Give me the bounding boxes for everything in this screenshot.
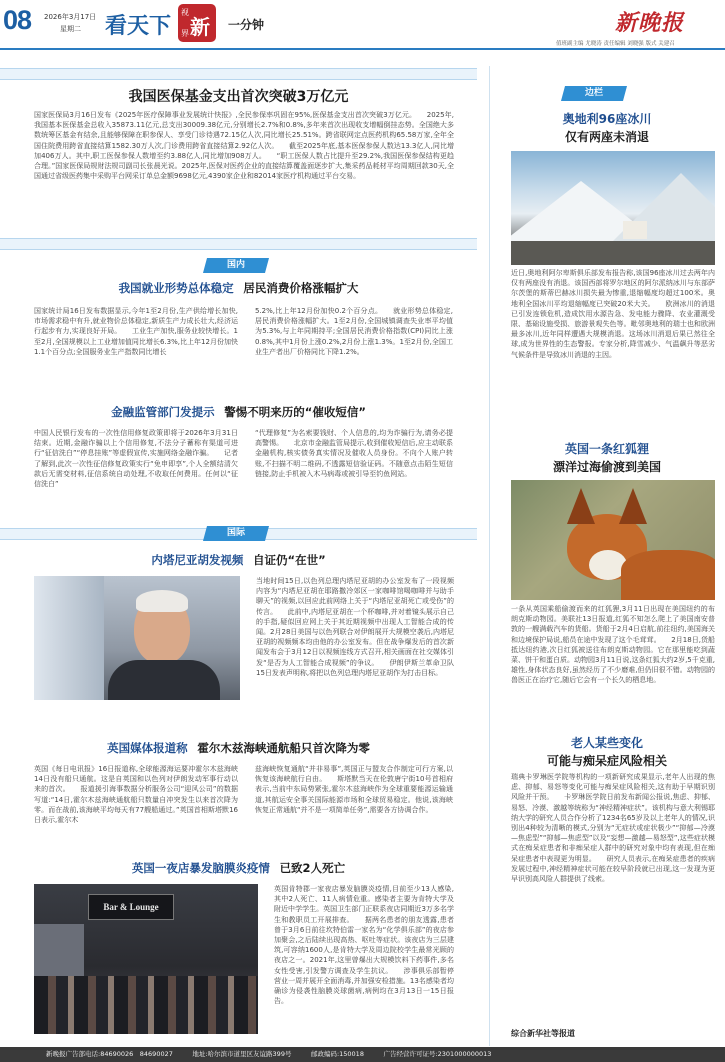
masthead-rule: [0, 48, 725, 50]
fox-photo: [511, 480, 715, 600]
edge-tag-label: 边栏: [584, 88, 603, 98]
issue-weekday: 星期二: [60, 25, 81, 33]
issue-date: 2026年3月17日: [44, 13, 97, 21]
section-seal: [178, 4, 216, 42]
editor-credits: 值班副主编 尤晓涛 责任编辑 刘晓强 版式 关建召: [556, 41, 675, 47]
fox-ear-right: [619, 488, 647, 524]
uk-media-title-left: 英国媒体报道称: [107, 741, 188, 755]
footer-text: 新晚报广告部电话:84690026 84690027 地址:哈尔滨市道里区友谊路399号 邮政编码:150018 广告经营许可证号:2301000000013: [46, 1050, 492, 1058]
fox-ear-left: [567, 488, 595, 524]
edge-body: 近日,奥地利阿尔卑斯俱乐部发布报告称,该国96座冰川过去两年内仅有两座没有消退。该国西部将罗尔地区的阿尔派纳冰川与东部萨尔茨堡的斯蒂巴赫冰川损失最为惨重,退缩幅度均超过100米。奥地利全国冰川平均退缩幅度已突破20米大关。 欧洲冰川的消退已引发连锁危机,造成饮用水源告急、发电能力骤降、农业灌溉受限、基础设施受损、旅游景观失色等。毗邻奥地利的瑞士也和欧洲最多冰川,近年同样遭遇大规模消退。这场冰川消退后果已然往全球,成为世界性的生态警报。专家分析,降雪减少、气温飙升等恶劣气候条件是导致冰川消退的主因。: [511, 269, 715, 359]
elderly-title-line2: 可能与痴呆症风险相关: [546, 754, 667, 768]
domestic-headline: [0, 280, 477, 296]
lead-title: 我国医保基金支出首次突破3万亿元: [128, 89, 349, 105]
bar-title-right: 已致2人死亡: [279, 861, 346, 875]
intl-headline: [0, 552, 477, 568]
section-subtitle: 一分钟: [228, 18, 265, 32]
bar-body: 英国肯特郡一家夜店暴发脑膜炎疫情,目前至少13人感染,其中2人死亡、11人病情危重。感染者主要为肯特大学及附近中学学生。英国卫生部门正联系夜店同期近3万多名学生和教职员工开展排查。 据两名患者的朋友透露,患者曾于3月6日前往坎特伯雷一家名为“化学俱乐部”的夜店参加聚会,之后陆续出现高热、呕吐等症状。该夜店为三层建筑,可容纳1600人,是肯特大学及周边院校学生最常光顾的夜店之一。2021年,这里曾爆出大规模饮料下药事件,多名女性受害,引发警方调查及学生抗议。 涉事俱乐部暂停营业一周并展开全面消毒,并加强安检措施。13名感染者均确诊为侵袭性脑膜炎球菌病,病例均在3月13日一15日报告。: [274, 885, 454, 1006]
photo-hair: [136, 590, 188, 612]
uk-media-headline: [0, 740, 477, 756]
section-title: 看天下: [105, 14, 172, 39]
nightclub-photo: [34, 884, 258, 1034]
seal-mid-char: 新: [190, 15, 210, 39]
fox-title-line1: 英国一条红狐狸: [564, 442, 649, 456]
club-window: [34, 924, 84, 984]
fox-body: [621, 550, 715, 600]
seal-bottom-char: 界: [181, 29, 189, 38]
domestic-col1: 国家统计局16日发布数据显示,今年1至2月份,生产供给增长加快,市场需求稳中有升,就业物价总体稳定,新质生产力成长壮大,经济运行起步有力,实现良好开局。 工业生产加快,服务业较快增长。1至2月,全国规模以上工业增加值同比增长6.3%,比上年12月份加快1.1个百分点;全国服务业生产指数同比增长: [34, 307, 238, 356]
domestic-title-left: 我国就业形势总体稳定: [118, 281, 234, 295]
lead-body: 国家医保局3月16日发布《2025年医疗保障事业发展统计快报》,全民参保率巩固在95%,医保基金支出首次突破3万亿元。 2025年,我国基本医保基金总收入35873.11亿元,总支出30009.38亿元,分别增长2.7%和0.8%,多年来首次出现收支增幅倒挂态势。全国绝大多数统筹区基金有结余,且能够保障在职参保人、享受门诊待遇72.15亿人次,同比增长25.51%。跨省联网定点医药机构65.58万家,全年全国住院费用跨省直接结算1582.30万人次,门诊费用跨省直接结算2.92亿人次。 截至2025年底,基本医保参保人数达13.3亿人,同比增加406万人。其中,职工医保参保人数增至约3.88亿人,同比增加908万人。 “职工医保人数占比提升至29.2%,我国医保参保结构更趋合理。”国家医保局规财法规司副司长张晨光说。2025年,医保对医药企业的直接结算覆盖面逐步扩大,集采药品耗材平均周期回款30天,全国通过省级医药集中采购平台网采订单总金额9698亿元,4390家企业和82014家医疗机构通过平台交易。: [34, 111, 454, 181]
edge-title-line2: 仅有两座未消退: [564, 130, 649, 144]
intl-body: 当地时间15日,以色列总理内塔尼亚胡的办公室发布了一段视频内容为“内塔尼亚胡在耶路撒冷郊区一家咖啡馆喝咖啡并与助手聊天”的视频,以回应此前网络上关于“内塔尼亚胡死亡或受伤”的传言。 此前中,内塔尼亚胡在一个杯咖啡,并对着镜头展示自己的手指,疑似回应网上关于其近期视频中出现人工智能合成的传闻。2月28日美国与以色列联合对伊朗展开大规模空袭后,内塔尼亚胡的视频频本均由他的办公室发布。但在战争爆发后的首次新闻发布会于3月12日以视频连线方式召开,相关画面在社交媒体引发“是否为人工智能合成视频”的争议。 伊朗伊斯兰革命卫队15日发表声明称,将把以色列总理内塔尼亚胡作为打击目标。: [256, 577, 454, 677]
domestic-tag: [203, 258, 269, 273]
hut: [623, 221, 647, 239]
finance-title-right: 警惕不明来历的“催收短信”: [224, 405, 366, 419]
intl-title-right: 自证仍“在世”: [253, 553, 326, 567]
intl-title-left: 内塔尼亚胡发视频: [151, 553, 244, 567]
masthead: [0, 0, 725, 46]
domestic-col2: 5.2%,比上年12月份加快0.2个百分点。 就业形势总体稳定,居民消费价格涨幅扩大。1至2月份,全国城镇调查失业率平均值为5.3%,与上年同期持平;全国居民消费价格指数(CPI)同比上涨0.8%,其中1月份上涨0.2%,2月份上涨1.3%。1至2月份,全国工业生产者出厂价格同比下降1.2%。: [255, 307, 453, 356]
finance-headline: [0, 404, 477, 420]
bar-title-left: 英国一夜店暴发脑膜炎疫情: [131, 861, 270, 875]
uk-media-col1: 英国《每日电讯报》16日报道称,全球能源海运要冲霍尔木兹海峡14日没有船只通航。这是自英国和以色列对伊朗发动军事行动以来的首次。 报道援引海事数据分析服务公司“迎风公司”的数据写道:“14日,霍尔木兹海峡通航船只数量自冲突发生以来首次降为零。而在战前,该海峡平均每天有77艘船通过。”英国首相斯塔默16日表示,霍尔木: [34, 765, 238, 825]
photo-window: [34, 576, 104, 700]
glacier-photo: [511, 151, 715, 265]
finance-col1: 中国人民银行发布的一次性信用修复政策即将于2026年3月31日结束。近期,金融诈骗以上个信用修复,不法分子蓄称有渠道可进行“征信洗白”“停息挂账”等虚假宣传,实施网络金融诈骗。 记者了解到,此次一次性征信修复政策实行“免申即享”,个人全额结清欠款后无需变材料,征信系统自动处理,不收取任何费用。任何以“征信洗白”: [34, 429, 238, 489]
bar-headline: [0, 860, 477, 876]
finance-col2: “代理修复”为名索要钱财、个人信息的,均为诈骗行为,请务必提高警惕。 北京市金融监管局提示,收到催收短信后,应主动联系金融机构,核实债务真实情况及催收人员身份。不向个人账户转账,不扫描不明二维码,不透露短信验证码。不随意点击陌生短信链接,防止手机被入木马病毒或被引导至钓鱼网站。: [255, 429, 453, 478]
crowd: [34, 976, 258, 1034]
newspaper-logo: 新晚报: [615, 11, 685, 36]
intl-tag-label: 国际: [226, 528, 245, 538]
page-number: 08: [3, 5, 32, 35]
edge-title-line1: 奥地利96座冰川: [562, 112, 652, 126]
finance-title-left: 金融监管部门发提示: [111, 405, 215, 419]
seal-top-char: 视: [181, 8, 189, 17]
domestic-title-right: 居民消费价格涨幅扩大: [243, 281, 359, 295]
uk-media-title-right: 霍尔木兹海峡通航船只首次降为零: [197, 741, 370, 755]
rocks: [511, 241, 715, 265]
photo-body: [108, 660, 220, 700]
lead-band-bottom: [0, 238, 477, 250]
fox-body-text: 一条从英国乘船偷渡而来的红狐狸,3月11日出现在美国纽约的布朗克斯动物园。美联社13日报道,红狐不知怎么爬上了美国南安普敦的一艘满载汽车的货船。货船于2月4日启航,前往纽约,美国海关和边境保护局说,船员在途中发现了这个毛茸茸。 2月18日,货船抵达纽约港,次日红狐被送往布朗克斯动物园。它在那里能吃到蔬菜、饼干和蛋白质。动物园3月11日说,这条红狐大约2岁,5千克重,雄性,身体状态良好,虽然经历了不少磨难,但仍旧很不错。动物园的兽医正在治疗它,随后它会有一个长久的栖息地。: [511, 605, 715, 685]
elderly-title-line1: 老人某些变化: [570, 736, 643, 750]
edge-tag: [561, 86, 627, 101]
source-credit: 综合新华社等报道: [511, 1029, 575, 1038]
domestic-tag-label: 国内: [226, 260, 245, 270]
footer-bar: [0, 1047, 725, 1062]
club-sign: Bar & Lounge: [88, 894, 174, 920]
intl-tag: [203, 526, 269, 541]
lead-band-top: [0, 68, 477, 80]
elderly-body: 瑞典卡罗琳医学院等机构的一项新研究成果显示,老年人出现的焦虑、抑郁、易怒等变化可能与痴呆症风险相关,这有助于早期识别风险并干预。 卡罗琳医学院日前发布新闻公报说,焦虑、抑郁、易怒、冷漠、激越等统称为“神经精神症状”。该机构与意大利锡耶纳大学的研究人员合作分析了1234名65岁及以上老年人的情况,识别出4种较为清晰的模式,分别为“无症状或症状极少”“抑郁—冷漠—焦虑型”“抑郁—焦虑型”以及“妄想—激越—易怒型”,这些症状模式在痴呆症患者和非痴呆症人群中的研究对象中均有表现,但在痴呆症患者中表现更为明显。 研究人员表示,在痴呆症患者的疾病发展过程中,神经精神症状可能在较早阶段就已出现,这一发现为更早识别高风险人群提供了线索。: [511, 773, 715, 884]
netanyahu-photo: [34, 576, 240, 700]
fox-title-line2: 漂洋过海偷渡到美国: [552, 460, 661, 474]
uk-media-col2: 兹海峡恢复通航“并非易事”,英国正与盟友合作制定可行方案,以恢复该海峡航行自由。 斯塔默当天在伦敦唐宁街10号首相府表示,当前中东局势紧张,霍尔木兹海峡作为全球重要能源运输通道,其航运安全事关国际能源市场和全球贸易稳定。他说,该海峡恢复正常通航“并不是一项简单任务”,需要各方协调合作。: [255, 765, 453, 814]
